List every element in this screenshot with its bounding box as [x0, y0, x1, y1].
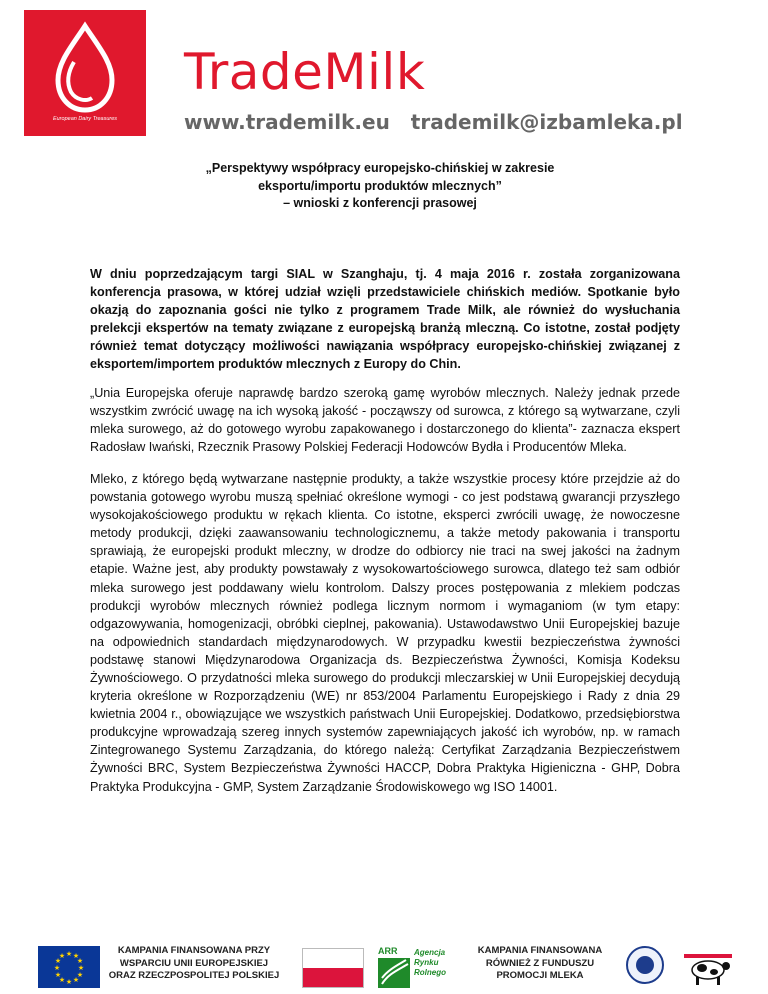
- document-title: [140, 160, 620, 213]
- brand-name: TradeMilk: [184, 43, 426, 101]
- arr-short: ARR: [378, 946, 398, 956]
- svg-text:★: ★: [54, 957, 62, 965]
- dairy-fund-seal-icon: [626, 946, 664, 984]
- svg-text:★: ★: [65, 950, 73, 958]
- svg-text:★: ★: [58, 952, 66, 960]
- title-line-1: „Perspektywy współpracy europejsko-chińskiej w zakresie: [205, 161, 555, 175]
- email-link[interactable]: trademilk@izbamleka.pl: [410, 110, 683, 134]
- svg-text:★: ★: [72, 976, 80, 984]
- svg-text:★: ★: [54, 971, 62, 979]
- svg-text:★: ★: [72, 952, 80, 960]
- arr-emblem-icon: [378, 954, 412, 994]
- campaign-fund-text: KAMPANIA FINANSOWANA RÓWNIEŻ Z FUNDUSZU PROMOCJI MLEKA: [477, 945, 603, 981]
- campaign-eu-text: KAMPANIA FINANSOWANA PRZY WSPARCIU UNII EUROPEJSKIEJ ORAZ RZECZPOSPOLITEJ POLSKIEJ: [108, 945, 280, 981]
- arr-logo: [378, 946, 448, 988]
- svg-text:★: ★: [77, 964, 85, 972]
- website-link[interactable]: www.trademilk.eu: [184, 110, 390, 134]
- lead-paragraph: W dniu poprzedzającym targi SIAL w Szanghaju, tj. 4 maja 2016 r. została zorganizowana konferencja prasowa, w której udział wzięli przedstawiciele chińskich mediów. Spotkanie było okazją do zapoznania gości nie tylko z programem Trade Milk, ale również do wysłuchania prelekcji ekspertów na tematy związane z europejską branżą mleczną. Co istotne, został podjęty również temat dotyczący możliwości nawiązania współpracy europejsko-chińskiej związanej z eksportem/importem produktów mlecznych z Europy do Chin.: [90, 267, 680, 372]
- eu-flag-icon: [38, 946, 100, 988]
- svg-text:★: ★: [53, 964, 61, 972]
- title-line-2: eksportu/importu produktów mlecznych”: [258, 178, 502, 193]
- svg-text:★: ★: [58, 976, 66, 984]
- logo-tagline: European Dairy Treasures: [52, 116, 118, 122]
- footer: [0, 930, 768, 994]
- header: [0, 0, 768, 150]
- main-paragraph: Mleko, z którego będą wytwarzane następnie produkty, a także wszystkie procesy które przejdzie aż do powstania gotowego wyrobu muszą spełniać określone wymogi - co jest podstawą gwarancji przyszłego wysokojakościowego produktu w rękach klienta. Co istotne, eksperci zwrócili uwagę, że nowoczesne metody produkcji, dzięki zaawansowaniu technologicznemu, a także metody pakowania i transportu sprawiają, że europejski produkt mleczny, w drodze do odbiorcy nie traci na swej jakości na żadnym etapie. Ważne jest, aby produkty powstawały z wysokowartościowego surowca, dlatego też sam odbiór mleka surowego jest poddawany wielu kontrolom. Dalszy proces postępowania z mlekiem podczas produkcji wyrobów mlecznych również podlega licznym normom i wymaganiom (w tym etapy: odgazowywania, homogenizacji, obróbki cieplnej, pakowania). Ustawodawstwo Unii Europejskiej bazuje na odpowiednich standardach międzynarodowych. W przypadku kwestii bezpieczeństwa żywności podstawę stanowi Międzynarodowa Organizacja ds. Bezpieczeństwa Żywności, Komisja Kodeksu Żywnościowego. O przydatności mleka surowego do produkcji mleczarskiej w Unii Europejskiej decydują kryteria określone w Rozporządzeniu (WE) nr 853/2004 Parlamentu Europejskiego i Rady z dnia 29 kwietnia 2004 r., obowiązujące we wszystkich państwach Unii Europejskiej. Dodatkowo, przedsiębiorstwa produkcyjne wprowadzają szereg innych systemów zapewniających jakość ich wyrobów, np. w ramach Zintegrowanego Systemu Zarządzania, do którego należą: Certyfikat Zarządzania Bezpieczeństwem Żywności BRC, System Bezpieczeństwa Żywności HACCP, Dobra Praktyka Higieniczna - GHP, Dobra Praktyka Produkcyjna - GMP, System Zarządzanie Środowiskowego wg ISO 14001.: [90, 471, 680, 794]
- svg-text:★: ★: [76, 971, 84, 979]
- arr-name: Agencja Rynku Rolnego: [414, 948, 446, 977]
- poland-flag-icon: [302, 948, 364, 988]
- trademilk-logo: [24, 10, 146, 136]
- cow-logo-icon: [684, 948, 732, 988]
- contact-line: [184, 110, 683, 134]
- svg-text:★: ★: [76, 957, 84, 965]
- quote-paragraph: „Unia Europejska oferuje naprawdę bardzo szeroką gamę wyrobów mlecznych. Należy jednak przede wszystkim zwrócić uwagę na ich wysoką jakość - począwszy od surowca, z którego są wytwarzane, czyli mleka surowego, aż do gotowego wyrobu zapakowanego i dostarczonego do klienta”- zaznacza ekspert Radosław Iwański, Rzecznik Prasowy Polskiej Federacji Hodowców Bydła i Producentów Mleka.: [90, 385, 680, 454]
- document-body: [90, 265, 680, 796]
- svg-text:★: ★: [65, 978, 73, 986]
- title-line-3: – wnioski z konferencji prasowej: [283, 196, 477, 210]
